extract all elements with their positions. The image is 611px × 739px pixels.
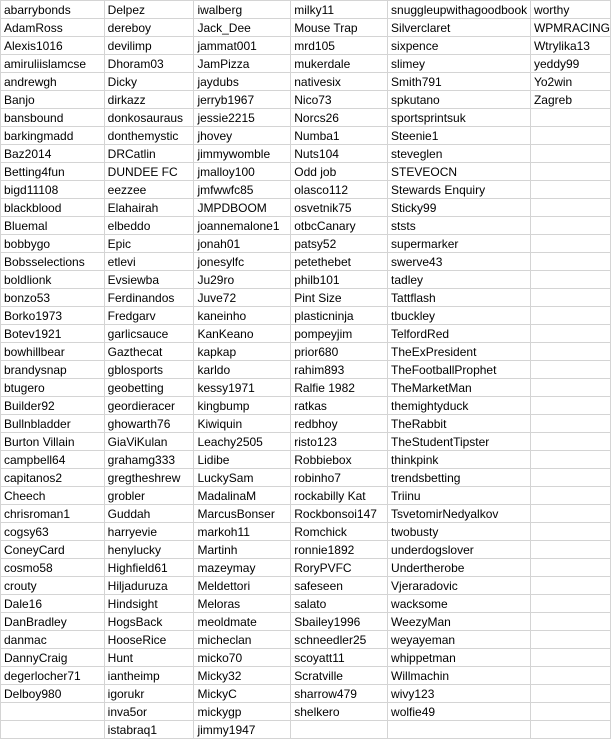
table-cell[interactable]: Pint Size [291,289,388,307]
table-row [1,307,611,325]
table-cell[interactable] [530,451,610,469]
table-cell[interactable]: scoyatt11 [291,649,388,667]
table-cell[interactable]: capitanos2 [1,469,105,487]
table-cell[interactable]: Burton Villain [1,433,105,451]
table-row [1,541,611,559]
table-row [1,613,611,631]
table-cell[interactable]: Steenie1 [388,127,531,145]
table-cell[interactable]: btugero [1,379,105,397]
table-cell[interactable]: TheFootballProphet [388,361,531,379]
table-cell[interactable]: iwalberg [194,1,291,19]
table-cell[interactable]: Epic [104,235,194,253]
table-cell[interactable]: Leachy2505 [194,433,291,451]
table-cell[interactable]: brandysnap [1,361,105,379]
table-cell[interactable] [530,667,610,685]
table-cell[interactable] [530,127,610,145]
table-cell[interactable] [530,217,610,235]
table-row [1,91,611,109]
table-cell[interactable]: Jack_Dee [194,19,291,37]
table-cell[interactable]: thinkpink [388,451,531,469]
table-cell[interactable]: ghowarth76 [104,415,194,433]
table-cell[interactable]: TheRabbit [388,415,531,433]
table-cell[interactable]: Robbiebox [291,451,388,469]
table-cell[interactable] [530,559,610,577]
table-cell[interactable]: cogsy63 [1,523,105,541]
table-cell[interactable]: Nico73 [291,91,388,109]
table-cell[interactable]: snuggleupwithagoodbook [388,1,531,19]
table-row [1,451,611,469]
table-cell[interactable]: Stewards Enquiry [388,181,531,199]
table-cell[interactable]: slimey [388,55,531,73]
table-row [1,361,611,379]
table-cell[interactable]: Ferdinandos [104,289,194,307]
table-cell[interactable]: Undertherobe [388,559,531,577]
table-cell[interactable]: weyayeman [388,631,531,649]
table-cell[interactable]: olasco112 [291,181,388,199]
table-cell[interactable]: RoryPVFC [291,559,388,577]
table-cell[interactable]: Sticky99 [388,199,531,217]
table-cell[interactable] [530,649,610,667]
table-cell[interactable]: Builder92 [1,397,105,415]
table-cell[interactable]: Micky32 [194,667,291,685]
table-cell[interactable]: grobler [104,487,194,505]
table-cell[interactable]: Cheech [1,487,105,505]
table-cell[interactable]: Sbailey1996 [291,613,388,631]
table-row [1,631,611,649]
table-cell[interactable]: WeezyMan [388,613,531,631]
table-cell[interactable]: karldo [194,361,291,379]
table-row [1,109,611,127]
table-cell[interactable]: Botev1921 [1,325,105,343]
table-row [1,721,611,739]
table-cell[interactable]: DUNDEE FC [104,163,194,181]
table-cell[interactable]: pompeyjim [291,325,388,343]
table-cell[interactable]: themightyduck [388,397,531,415]
table-cell[interactable]: MickyC [194,685,291,703]
table-cell[interactable]: jammat001 [194,37,291,55]
table-cell[interactable]: spkutano [388,91,531,109]
table-cell[interactable]: iantheimp [104,667,194,685]
table-cell[interactable]: wacksome [388,595,531,613]
table-cell[interactable] [530,109,610,127]
table-cell[interactable]: jaydubs [194,73,291,91]
table-row [1,127,611,145]
table-cell[interactable]: Dicky [104,73,194,91]
table-cell[interactable]: jonah01 [194,235,291,253]
table-cell[interactable]: Hunt [104,649,194,667]
table-cell[interactable]: micko70 [194,649,291,667]
table-cell[interactable]: Baz2014 [1,145,105,163]
table-cell[interactable] [530,271,610,289]
table-cell[interactable]: donthemystic [104,127,194,145]
table-cell[interactable]: Zagreb [530,91,610,109]
table-cell[interactable]: Mouse Trap [291,19,388,37]
table-cell[interactable]: MadalinaM [194,487,291,505]
table-cell[interactable]: MarcusBonser [194,505,291,523]
table-cell[interactable]: Elahairah [104,199,194,217]
table-cell[interactable] [530,379,610,397]
table-cell[interactable]: JamPizza [194,55,291,73]
table-cell[interactable]: ConeyCard [1,541,105,559]
table-cell[interactable]: kapkap [194,343,291,361]
sheet-body [1,1,611,739]
table-cell[interactable]: gregtheshrew [104,469,194,487]
table-cell[interactable]: Meldettori [194,577,291,595]
table-cell[interactable]: geordieracer [104,397,194,415]
table-cell[interactable]: Martinh [194,541,291,559]
table-row [1,523,611,541]
table-cell[interactable]: kingbump [194,397,291,415]
table-cell[interactable]: igorukr [104,685,194,703]
table-row [1,55,611,73]
table-cell[interactable]: TheMarketMan [388,379,531,397]
table-row [1,253,611,271]
table-cell[interactable]: henylucky [104,541,194,559]
table-cell[interactable] [530,595,610,613]
table-cell[interactable] [530,685,610,703]
table-cell[interactable]: trendsbetting [388,469,531,487]
table-row [1,415,611,433]
table-cell[interactable]: Hindsight [104,595,194,613]
table-row [1,145,611,163]
table-cell[interactable]: Numba1 [291,127,388,145]
table-row [1,271,611,289]
table-cell[interactable] [530,469,610,487]
table-cell[interactable]: Smith791 [388,73,531,91]
table-row [1,397,611,415]
table-cell[interactable]: ststs [388,217,531,235]
table-cell[interactable]: Bullnbladder [1,415,105,433]
table-cell[interactable]: Triinu [388,487,531,505]
table-cell[interactable]: sharrow479 [291,685,388,703]
table-cell[interactable]: twobusty [388,523,531,541]
table-row [1,505,611,523]
table-row [1,595,611,613]
table-cell[interactable]: TheExPresident [388,343,531,361]
table-cell[interactable]: Tattflash [388,289,531,307]
table-cell[interactable]: Delboy980 [1,685,105,703]
table-row [1,487,611,505]
table-cell[interactable]: mukerdale [291,55,388,73]
table-cell[interactable]: campbell64 [1,451,105,469]
table-cell[interactable]: mrd105 [291,37,388,55]
table-cell[interactable]: kessy1971 [194,379,291,397]
table-cell[interactable]: worthy [530,1,610,19]
table-cell[interactable]: Scratville [291,667,388,685]
table-cell[interactable]: Odd job [291,163,388,181]
table-cell[interactable]: WPMRACING [530,19,610,37]
table-cell[interactable]: Meloras [194,595,291,613]
table-cell[interactable]: donkosauraus [104,109,194,127]
table-row [1,685,611,703]
table-cell[interactable]: Bluemal [1,217,105,235]
table-cell[interactable]: jimmywomble [194,145,291,163]
table-cell[interactable] [388,721,531,739]
table-cell[interactable] [530,721,610,739]
table-cell[interactable]: Alexis1016 [1,37,105,55]
table-cell[interactable]: barkingmadd [1,127,105,145]
table-cell[interactable]: Delpez [104,1,194,19]
table-cell[interactable]: wivy123 [388,685,531,703]
table-cell[interactable]: jmfwwfc85 [194,181,291,199]
table-cell[interactable]: Lidibe [194,451,291,469]
table-cell[interactable]: andrewgh [1,73,105,91]
table-cell[interactable]: TheStudentTipster [388,433,531,451]
table-cell[interactable]: Highfield61 [104,559,194,577]
table-cell[interactable]: patsy52 [291,235,388,253]
table-cell[interactable] [530,361,610,379]
table-cell[interactable]: DanBradley [1,613,105,631]
table-cell[interactable]: istabraq1 [104,721,194,739]
table-row [1,667,611,685]
table-cell[interactable]: Yo2win [530,73,610,91]
table-cell[interactable]: elbeddo [104,217,194,235]
table-cell[interactable]: crouty [1,577,105,595]
table-cell[interactable]: abarrybonds [1,1,105,19]
table-cell[interactable]: Kiwiquin [194,415,291,433]
table-row [1,433,611,451]
table-row [1,649,611,667]
table-cell[interactable]: bansbound [1,109,105,127]
table-cell[interactable] [530,181,610,199]
table-row [1,163,611,181]
table-cell[interactable]: JMPDBOOM [194,199,291,217]
table-cell[interactable]: philb101 [291,271,388,289]
table-row [1,181,611,199]
table-cell[interactable]: Norcs26 [291,109,388,127]
table-cell[interactable]: osvetnik75 [291,199,388,217]
table-cell[interactable]: blackblood [1,199,105,217]
table-cell[interactable]: KanKeano [194,325,291,343]
table-cell[interactable]: LuckySam [194,469,291,487]
table-cell[interactable] [530,631,610,649]
table-cell[interactable]: Hiljaduruza [104,577,194,595]
table-cell[interactable] [530,289,610,307]
table-cell[interactable] [530,253,610,271]
table-cell[interactable] [530,523,610,541]
table-cell[interactable] [530,613,610,631]
table-row [1,1,611,19]
table-cell[interactable]: sportsprintsuk [388,109,531,127]
table-cell[interactable]: HooseRice [104,631,194,649]
table-cell[interactable]: geobetting [104,379,194,397]
table-cell[interactable]: Ralfie 1982 [291,379,388,397]
table-cell[interactable]: DRCatlin [104,145,194,163]
table-cell[interactable]: Silverclaret [388,19,531,37]
table-row [1,73,611,91]
table-row [1,703,611,721]
table-cell[interactable]: underdogslover [388,541,531,559]
table-cell[interactable]: DannyCraig [1,649,105,667]
table-cell[interactable]: Willmachin [388,667,531,685]
table-cell[interactable]: rahim893 [291,361,388,379]
table-cell[interactable]: safeseen [291,577,388,595]
table-cell[interactable] [530,415,610,433]
table-cell[interactable]: Dhoram03 [104,55,194,73]
table-row [1,559,611,577]
table-cell[interactable]: Guddah [104,505,194,523]
table-cell[interactable]: kaneinho [194,307,291,325]
table-cell[interactable] [291,721,388,739]
table-cell[interactable]: nativesix [291,73,388,91]
table-cell[interactable]: prior680 [291,343,388,361]
table-cell[interactable]: salato [291,595,388,613]
table-cell[interactable] [530,163,610,181]
table-cell[interactable]: Bobsselections [1,253,105,271]
table-cell[interactable]: sixpence [388,37,531,55]
table-row [1,325,611,343]
table-cell[interactable] [530,433,610,451]
table-cell[interactable]: tbuckley [388,307,531,325]
table-cell[interactable]: Wtrylika13 [530,37,610,55]
table-cell[interactable]: garlicsauce [104,325,194,343]
table-cell[interactable]: supermarker [388,235,531,253]
table-cell[interactable] [530,343,610,361]
table-cell[interactable]: Gazthecat [104,343,194,361]
table-cell[interactable]: eezzee [104,181,194,199]
table-cell[interactable]: markoh11 [194,523,291,541]
table-cell[interactable]: Banjo [1,91,105,109]
table-cell[interactable]: Vjeraradovic [388,577,531,595]
table-cell[interactable] [530,505,610,523]
table-cell[interactable]: rockabilly Kat [291,487,388,505]
table-row [1,235,611,253]
table-cell[interactable] [1,703,105,721]
table-cell[interactable]: inva5or [104,703,194,721]
table-cell[interactable]: jessie2215 [194,109,291,127]
table-cell[interactable] [530,541,610,559]
table-row [1,19,611,37]
table-cell[interactable]: jimmy1947 [194,721,291,739]
table-cell[interactable]: Dale16 [1,595,105,613]
table-cell[interactable]: Rockbonsoi147 [291,505,388,523]
table-cell[interactable]: jonesylfc [194,253,291,271]
table-cell[interactable]: ratkas [291,397,388,415]
table-cell[interactable]: mazeymay [194,559,291,577]
table-cell[interactable]: schneedler25 [291,631,388,649]
table-cell[interactable] [530,703,610,721]
table-cell[interactable]: Ju29ro [194,271,291,289]
table-cell[interactable]: Borko1973 [1,307,105,325]
table-cell[interactable]: amiruliislamcse [1,55,105,73]
table-row [1,199,611,217]
table-cell[interactable] [530,397,610,415]
table-cell[interactable]: jmalloy100 [194,163,291,181]
table-cell[interactable]: yeddy99 [530,55,610,73]
table-cell[interactable]: TsvetomirNedyalkov [388,505,531,523]
table-row [1,469,611,487]
table-cell[interactable] [530,307,610,325]
table-row [1,343,611,361]
table-cell[interactable]: redbhoy [291,415,388,433]
table-cell[interactable]: otbcCanary [291,217,388,235]
table-cell[interactable]: TelfordRed [388,325,531,343]
table-cell[interactable]: petethebet [291,253,388,271]
table-cell[interactable]: tadley [388,271,531,289]
table-row [1,37,611,55]
table-cell[interactable]: Evsiewba [104,271,194,289]
table-cell[interactable] [1,721,105,739]
table-cell[interactable]: Romchick [291,523,388,541]
table-cell[interactable]: Nuts104 [291,145,388,163]
table-cell[interactable]: plasticninja [291,307,388,325]
table-cell[interactable]: devilimp [104,37,194,55]
table-cell[interactable]: swerve43 [388,253,531,271]
table-cell[interactable]: jhovey [194,127,291,145]
table-cell[interactable] [530,145,610,163]
table-cell[interactable]: steveglen [388,145,531,163]
table-cell[interactable]: bigd11108 [1,181,105,199]
table-row [1,379,611,397]
table-cell[interactable]: whippetman [388,649,531,667]
table-cell[interactable]: cosmo58 [1,559,105,577]
table-cell[interactable]: HogsBack [104,613,194,631]
table-cell[interactable]: bobbygo [1,235,105,253]
table-cell[interactable]: joannemalone1 [194,217,291,235]
table-row [1,217,611,235]
table-cell[interactable]: degerlocher71 [1,667,105,685]
table-cell[interactable]: GiaViKulan [104,433,194,451]
table-cell[interactable]: grahamg333 [104,451,194,469]
table-cell[interactable]: Juve72 [194,289,291,307]
table-cell[interactable]: chrisroman1 [1,505,105,523]
table-row [1,577,611,595]
table-cell[interactable]: milky11 [291,1,388,19]
table-cell[interactable]: STEVEOCN [388,163,531,181]
table-cell[interactable]: ronnie1892 [291,541,388,559]
table-cell[interactable]: dereboy [104,19,194,37]
table-cell[interactable] [530,487,610,505]
table-cell[interactable]: danmac [1,631,105,649]
table-cell[interactable]: etlevi [104,253,194,271]
table-cell[interactable] [530,577,610,595]
table-cell[interactable]: meoldmate [194,613,291,631]
table-cell[interactable]: Betting4fun [1,163,105,181]
table-cell[interactable]: Fredgarv [104,307,194,325]
table-cell[interactable] [530,199,610,217]
table-cell[interactable]: gblosports [104,361,194,379]
table-cell[interactable]: dirkazz [104,91,194,109]
table-cell[interactable]: bonzo53 [1,289,105,307]
table-cell[interactable]: shelkero [291,703,388,721]
table-row [1,289,611,307]
table-cell[interactable]: AdamRoss [1,19,105,37]
table-cell[interactable]: mickygp [194,703,291,721]
table-cell[interactable]: micheclan [194,631,291,649]
table-cell[interactable]: jerryb1967 [194,91,291,109]
table-cell[interactable] [530,325,610,343]
table-cell[interactable]: wolfie49 [388,703,531,721]
table-cell[interactable]: bowhillbear [1,343,105,361]
table-cell[interactable]: harryevie [104,523,194,541]
table-cell[interactable] [530,235,610,253]
table-cell[interactable]: boldlionk [1,271,105,289]
table-cell[interactable]: robinho7 [291,469,388,487]
table-cell[interactable]: risto123 [291,433,388,451]
